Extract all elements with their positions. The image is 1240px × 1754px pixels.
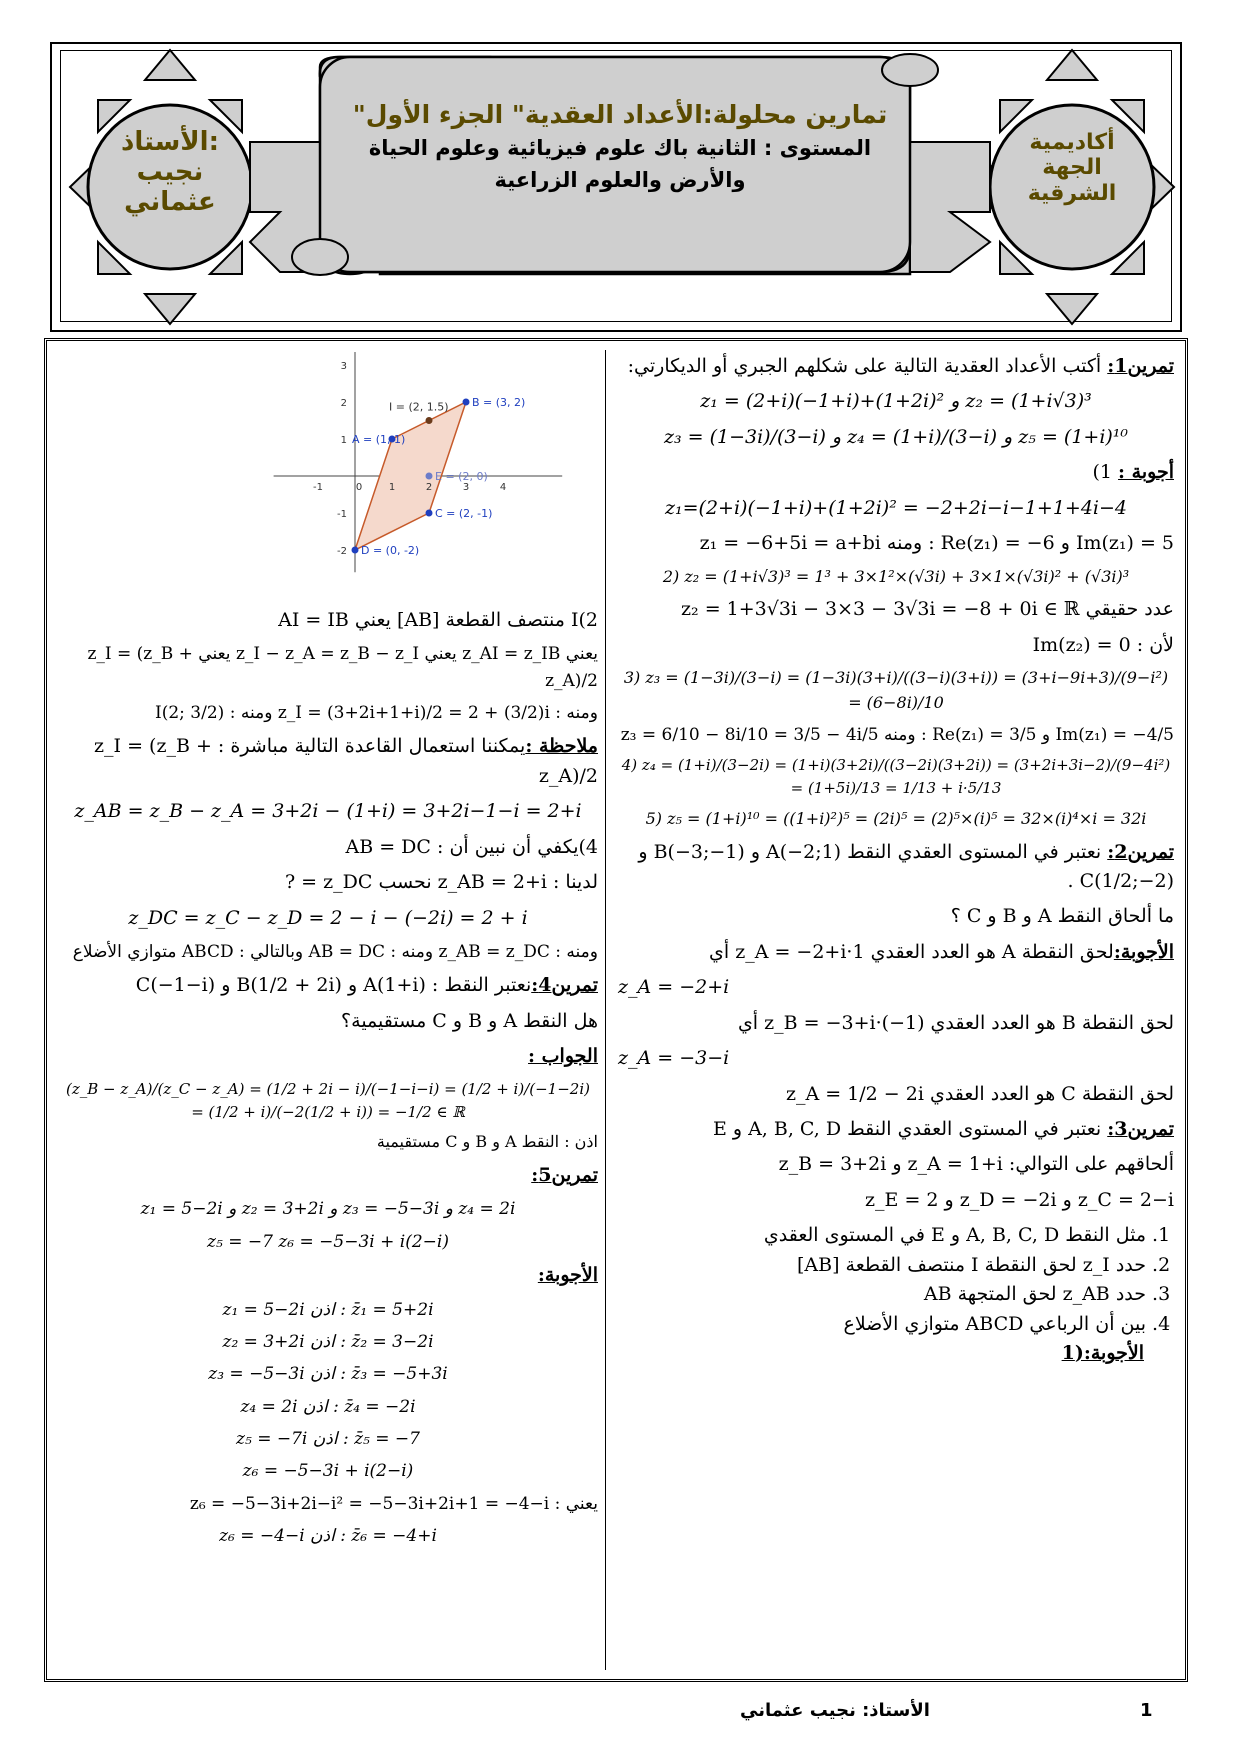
- exercise-2-question: ما ألحاق النقط A و B و C ؟: [950, 905, 1174, 928]
- answer-4-line-2: اذن : النقط A و B و C مستقيمية: [376, 1132, 598, 1152]
- answer-4-line-1: (z_B − z_A)/(z_C − z_A) = (1/2 + 2i − i)/(−1−i−i) = (1/2 + i)/(−1−2i) = (1/2 + i)/(−2(1/2 + i)) = −1/2 ∈ ℝ: [66, 1079, 590, 1121]
- answers-5-line: z₄ = 2i اذن : z̄₄ = −2i: [240, 1396, 416, 1417]
- answer-4-line-1: 4) z₄ = (1+i)/(3−2i) = (1+i)(3+2i)/((3−2i)(3+2i)) = (3+2i+3i−2)/(9−4i²) = (1+5i)/13 = 1/13 + i·5/13: [621, 756, 1171, 798]
- left-badge-line2: نجيب: [136, 156, 204, 187]
- left-badge-triangle: [145, 50, 195, 80]
- exercise-4-question: هل النقط A و B و C مستقيمية؟: [341, 1009, 598, 1032]
- exercise-3-text-3: z_C = 2−i و z_D = −2i و z_E = 2: [865, 1188, 1174, 1211]
- answers-1-num: 1): [1092, 461, 1112, 484]
- exercise-1-given-2: z₃ = (1−3i)/(3−i) و z₄ = (1+i)/(3−i) و z₅ = (1+i)¹⁰: [663, 425, 1129, 448]
- point-b: [463, 399, 470, 406]
- answers-2-line-5: لحق النقطة C هو العدد العقدي z_A = 1/2 − 2i: [785, 1082, 1174, 1105]
- exercise-4-text: نعتبر النقط : A(1+i) و B(1/2 + 2i) و C(−1−i): [135, 974, 532, 997]
- point-d: [352, 547, 359, 554]
- list-item: 4. بين أن الرباعي ABCD متوازي الأضلاع: [618, 1310, 1146, 1339]
- answers-5-line: z₃ = −5−3i اذن : z̄₃ = −5+3i: [208, 1364, 448, 1385]
- answer-4: [58, 1042, 598, 1071]
- exercise-1: [618, 352, 1174, 381]
- q2-line-2: يعني z_AI = z_IB يعني z_I − z_A = z_B − z_I يعني z_I = (z_B + z_A)/2: [87, 644, 598, 691]
- column-divider: [605, 350, 606, 1670]
- answers-2: [618, 938, 1174, 967]
- answers-3-heading: [618, 1339, 1174, 1368]
- exercise-3-label: تمرين3:: [1107, 1118, 1174, 1141]
- answers-2-line-4: z_A = −3−i: [618, 1047, 730, 1070]
- answer-3-line-2: Im(z₁) = −4/5 و Re(z₁) = 3/5 : ومنه z₃ = 6/10 − 8i/10 = 3/5 − 4i/5: [620, 724, 1174, 745]
- exercise-3-list: [618, 1221, 1174, 1339]
- exercise-5-line-2: z₅ = −7 z₆ = −5−3i + i(2−i): [207, 1231, 449, 1252]
- y-tick-label: 2: [340, 398, 347, 409]
- exercise-2-label: تمرين2:: [1107, 840, 1174, 863]
- answer-3-line-1: 3) z₃ = (1−3i)/(3−i) = (1−3i)(3+i)/((3−i)(3+i)) = (3+i−9i+3)/(9−i²) = (6−8i)/10: [623, 668, 1169, 713]
- point-label-i: I = (2, 1.5): [389, 400, 449, 414]
- note: [58, 732, 598, 791]
- answers-2-line-3: لحق النقطة B هو العدد العقدي z_B = −3+i·(−1) أي: [737, 1011, 1174, 1034]
- right-badge-line2: الجهة: [1042, 155, 1102, 181]
- q4-line-4: ومنه : z_AB = z_DC ومنه : AB = DC وبالتالي : ABCD متوازي الأضلاع: [72, 942, 598, 963]
- answers-5-line: يعني : z₆ = −5−3i+2i−i² = −5−3i+2i+1 = −4−i: [189, 1493, 598, 1514]
- right-ribbon: [910, 142, 990, 272]
- point-label-c: C = (2, -1): [435, 507, 493, 520]
- point-label-e: E = (2, 0): [435, 470, 488, 483]
- exercise-5: [58, 1161, 598, 1190]
- exercise-3-text: نعتبر في المستوى العقدي النقط A, B, C, D و E: [712, 1118, 1102, 1141]
- y-tick-label: 3: [340, 361, 347, 372]
- x-tick-label: -1: [313, 482, 323, 493]
- q3-line-1: z_AB = z_B − z_A = 3+2i − (1+i) = 3+2i−1−i = 2+i: [74, 800, 582, 823]
- right-badge-text: [1012, 130, 1132, 206]
- point-i: [426, 417, 433, 424]
- answers-3-label: الأجوبة:(1: [1061, 1342, 1144, 1365]
- exercise-3: [618, 1115, 1174, 1144]
- page-number: 1: [1140, 1700, 1153, 1721]
- note-text: يمكننا استعمال القاعدة التالية مباشرة : z_I = (z_B + z_A)/2: [94, 735, 598, 787]
- level-line2: والأرض والعلوم الزراعية: [494, 168, 746, 192]
- point-label-d: D = (0, -2): [361, 544, 420, 557]
- answers-2-label: الأجوبة:: [1113, 940, 1174, 963]
- list-item: 3. حدد z_AB لحق المتجهة AB: [618, 1280, 1146, 1309]
- banner-curl-right: [882, 54, 938, 86]
- exercise-4-label: تمرين4:: [531, 974, 598, 997]
- y-tick-label: -1: [337, 509, 347, 520]
- q4-line-1: 4)يكفي أن نبين أن : AB = DC: [345, 835, 598, 858]
- answer-4-label: الجواب :: [528, 1045, 598, 1068]
- left-badge-triangle: [145, 294, 195, 324]
- left-badge-line3: عثماني: [124, 186, 216, 217]
- q2-line-3: ومنه : z_I = (3+2i+1+i)/2 = 2 + (3/2)i ومنه : I(2; 3/2): [155, 703, 598, 724]
- answer-2-line-3: لأن : Im(z₂) = 0: [1032, 633, 1174, 656]
- point-label-b: B = (3, 2): [472, 396, 526, 409]
- right-badge-triangle: [1047, 50, 1097, 80]
- answers-5-line: z₅ = −7i اذن : z̄₅ = −7: [236, 1428, 420, 1449]
- right-column: [618, 352, 1174, 1375]
- exercise-5-line-1: z₁ = 5−2i و z₂ = 3+2i و z₃ = −5−3i و z₄ = 2i: [140, 1199, 516, 1220]
- answer-5-line-1: 5) z₅ = (1+i)¹⁰ = ((1+i)²)⁵ = (2i)⁵ = (2)⁵×(i)⁵ = 32×(i)⁴×i = 32i: [645, 808, 1147, 828]
- x-tick-label: 3: [462, 482, 470, 493]
- point-e: [426, 473, 433, 480]
- y-tick-label: -2: [337, 546, 347, 557]
- x-tick-label: 1: [388, 482, 396, 493]
- right-badge-line1: أكاديمية: [1029, 130, 1115, 155]
- answer-1-line-1: z₁=(2+i)(−1+i)+(1+2i)² = −2+2i−i−1+1+4i−4: [664, 496, 1128, 519]
- point-c: [426, 510, 433, 517]
- answers-5-label: الأجوبة:: [537, 1264, 598, 1287]
- list-item: 2. حدد z_I لحق النقطة I منتصف القطعة [AB]: [618, 1251, 1146, 1280]
- right-badge-line3: الشرقية: [1027, 180, 1117, 206]
- list-item: 1. مثل النقط A, B, C, D و E في المستوى العقدي: [618, 1221, 1146, 1250]
- answer-1-line-2: Im(z₁) = 5 و Re(z₁) = −6 : ومنه z₁ = −6+5i = a+bi: [699, 532, 1174, 555]
- exercise-3-text-2: ألحاقهم على التوالي: z_A = 1+i و z_B = 3+2i: [778, 1153, 1174, 1176]
- answers-5-line: z₁ = 5−2i اذن : z̄₁ = 5+2i: [222, 1299, 434, 1320]
- answers-5-heading: [58, 1261, 598, 1290]
- answers-5-line: z₆ = −4−i اذن : z̄₆ = −4+i: [219, 1526, 437, 1547]
- answer-2-line-2: عدد حقيقي z₂ = 1+3√3i − 3×3 − 3√3i = −8 + 0i ∈ ℝ: [681, 598, 1174, 621]
- banner-curl-left: [292, 239, 348, 275]
- exercise-2: [618, 838, 1174, 897]
- page-title: تمارين محلولة:الأعداد العقدية" الجزء الأول": [352, 100, 888, 129]
- answers-5-line: z₆ = −5−3i + i(2−i): [242, 1461, 414, 1482]
- q4-line-3: z_DC = z_C − z_D = 2 − i − (−2i) = 2 + i: [128, 906, 528, 929]
- q2-line-1: I(2 منتصف القطعة [AB] يعني AI = IB: [278, 609, 598, 631]
- x-tick-label: 0: [355, 482, 363, 493]
- note-label: ملاحظة :: [525, 735, 598, 758]
- left-badge-line1: الأستاذ:: [121, 127, 219, 157]
- answers-1-label: أجوبة :: [1118, 461, 1174, 484]
- x-tick-label: 2: [425, 482, 433, 493]
- coordinate-plot: [265, 352, 585, 582]
- left-badge-text: [110, 128, 230, 218]
- answer-2-line-1: 2) z₂ = (1+i√3)³ = 1³ + 3×1²×(√3i) + 3×1×(√3i)² + (√3i)³: [662, 566, 1130, 586]
- answers-5-line: z₂ = 3+2i اذن : z̄₂ = 3−2i: [222, 1331, 434, 1352]
- left-column: [58, 606, 598, 1555]
- right-badge-triangle: [1047, 294, 1097, 324]
- exercise-5-label: تمرين5:: [531, 1164, 598, 1187]
- answers-2-line-2: z_A = −2+i: [618, 976, 730, 999]
- x-tick-label: 4: [499, 482, 507, 493]
- exercise-1-given-1: z₁ = (2+i)(−1+i)+(1+2i)² و z₂ = (1+i√3)³: [700, 390, 1092, 413]
- q4-line-2: لدينا : z_AB = 2+i نحسب z_DC = ?: [284, 871, 598, 894]
- exercise-1-label: تمرين1:: [1107, 355, 1174, 377]
- exercise-4: [58, 971, 598, 1000]
- answers-1-heading: [618, 458, 1174, 487]
- level-line1: المستوى : الثانية باك علوم فيزيائية وعلوم الحياة: [368, 136, 872, 160]
- footer-teacher: الأستاذ: نجيب عثماني: [740, 1700, 930, 1721]
- exercise-1-text: أكتب الأعداد العقدية التالية على شكلهم الجبري أو الديكارتي:: [627, 355, 1102, 377]
- y-tick-label: 1: [340, 435, 347, 446]
- answers-2-line-1: لحق النقطة A هو العدد العقدي z_A = −2+i·1 أي: [708, 940, 1114, 963]
- banner-panel: [320, 57, 910, 272]
- exercise-2-text: نعتبر في المستوى العقدي النقط A(−2;1) و B(−3;−1) و C(1/2;−2) .: [638, 840, 1174, 892]
- point-label-a: A = (1, 1): [352, 433, 406, 446]
